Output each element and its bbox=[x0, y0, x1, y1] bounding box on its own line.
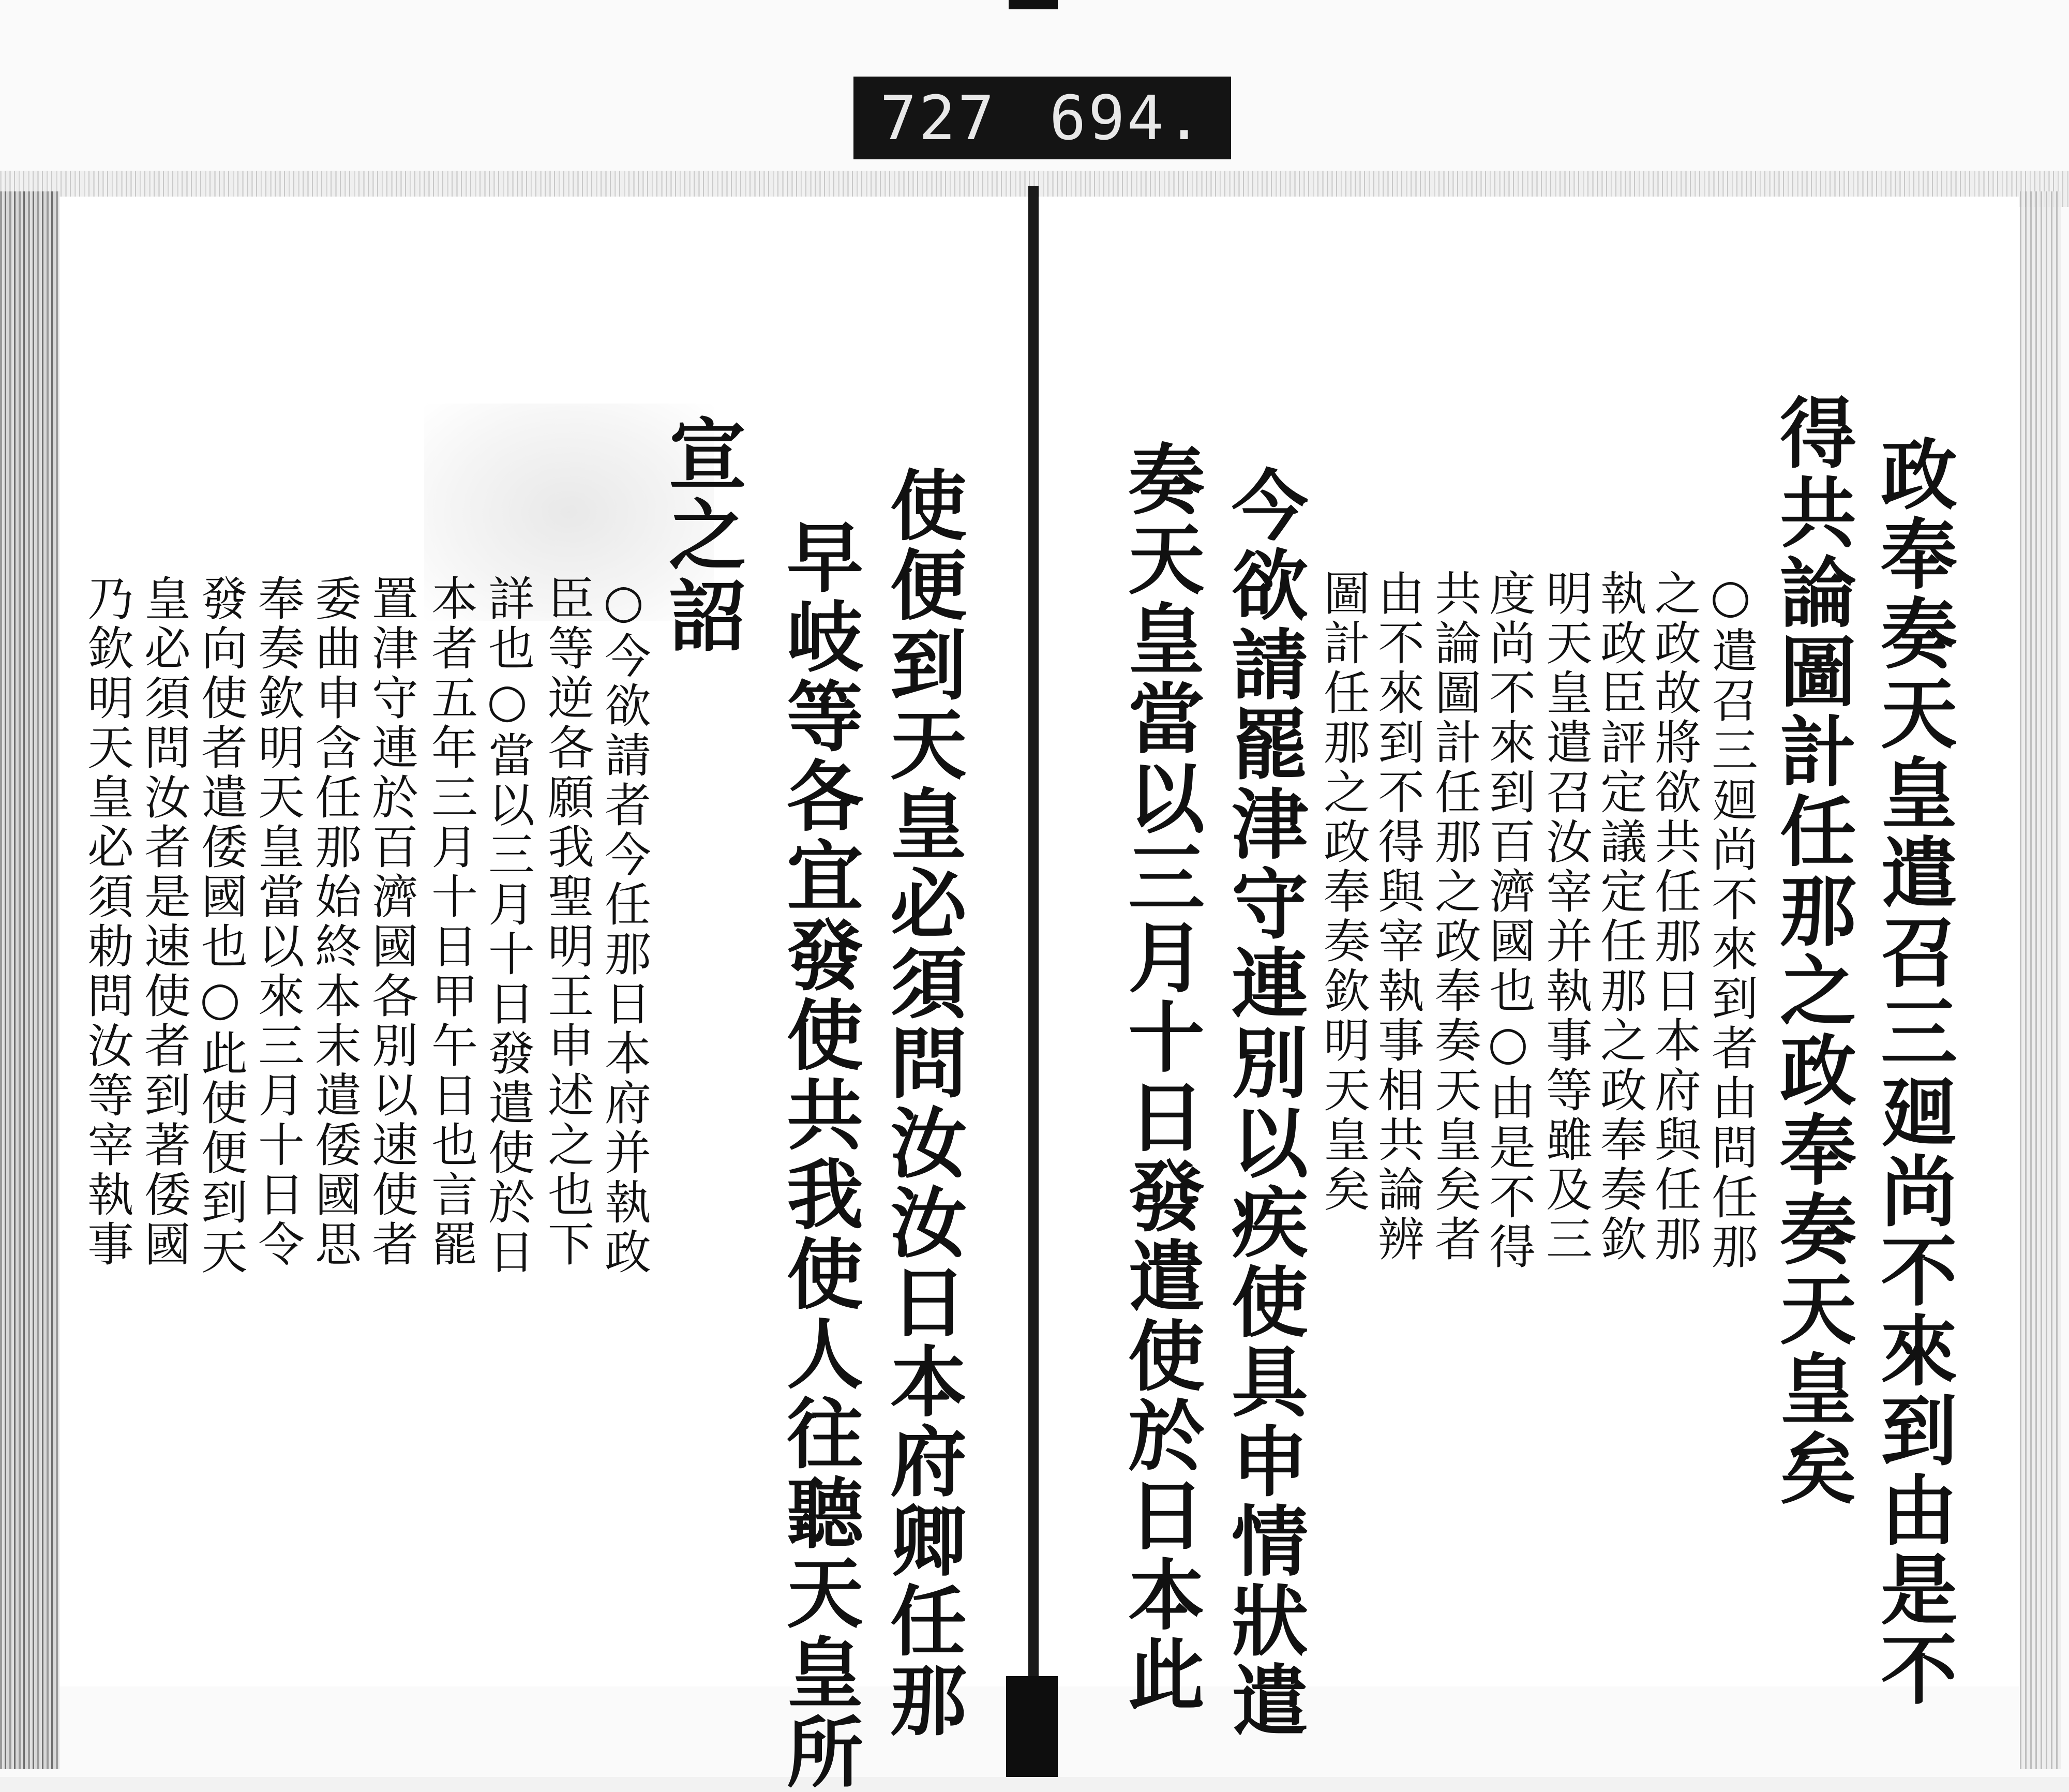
right-small-column-5: 度尚不來到百濟國也○由是不得 bbox=[1481, 569, 1535, 1272]
scan-label-left-number: 727 bbox=[880, 82, 997, 154]
right-small-column-8: 圖計任那之政奉奏欽明天皇矣 bbox=[1315, 569, 1370, 1215]
left-small-column-5: 置津守連於百濟國各別以速使者 bbox=[364, 574, 418, 1270]
spine-bottom-tab bbox=[1006, 1676, 1058, 1777]
right-large-column-4: 奏天皇當以三月十日發遣使於日本此 bbox=[1116, 440, 1206, 1714]
left-small-column-9: 皇必須問汝者是速使者到著倭國 bbox=[136, 574, 190, 1270]
right-small-column-4: 明天皇遣召汝宰并執事等雖及三 bbox=[1538, 569, 1592, 1264]
left-small-column-4: 本者五年三月十日甲午日也言罷 bbox=[423, 574, 477, 1270]
scan-label-plate bbox=[853, 77, 1231, 159]
right-large-column-2: 得共論圖計任那之政奉奏天皇矣 bbox=[1767, 393, 1857, 1509]
right-page-edge bbox=[2020, 191, 2061, 1769]
left-large-column-2: 早岐等各宜發使共我使人往聽天皇所 bbox=[774, 517, 864, 1792]
left-small-column-3: 詳也○當以三月十日發遣使於日 bbox=[480, 574, 534, 1277]
right-large-column-1: 政奉奏天皇遣召三廻尚不來到由是不 bbox=[1868, 435, 1958, 1709]
right-small-column-7: 由不來到不得與宰執事相共論辨 bbox=[1370, 569, 1424, 1264]
left-small-column-6: 委曲申含任那始終本末遣倭國思 bbox=[307, 574, 361, 1270]
left-small-column-7: 奉奏欽明天皇當以來三月十日令 bbox=[250, 574, 304, 1270]
left-small-column-2: 臣等逆各願我聖明王申述之也下 bbox=[539, 574, 594, 1270]
right-small-column-2: 之政故將欲共任那日本府與任那 bbox=[1646, 569, 1701, 1264]
book-spine bbox=[1028, 186, 1039, 1689]
top-tab bbox=[1009, 0, 1058, 9]
left-large-column-1: 使便到天皇必須問汝汝日本府卿任那 bbox=[878, 466, 968, 1740]
edict-title: 宣之詔 bbox=[655, 414, 746, 656]
scan-label-right-number: 694. bbox=[1049, 82, 1205, 154]
right-large-column-3: 今欲請罷津守連別以疾使具申情狀遣 bbox=[1219, 466, 1309, 1740]
right-small-column-1: ○遣召三廻尚不來到者由問任那 bbox=[1703, 569, 1758, 1272]
right-small-column-6: 共論圖計任那之政奉奏天皇矣者 bbox=[1427, 569, 1481, 1264]
left-small-column-10: 乃欽明天皇必須勅問汝等宰執事 bbox=[79, 574, 133, 1270]
left-page-edge bbox=[0, 191, 59, 1769]
right-small-column-3: 執政臣評定議定任那之政奉奏欽 bbox=[1592, 569, 1646, 1264]
left-small-column-1: ○今欲請者今任那日本府并執政 bbox=[596, 574, 651, 1277]
left-small-column-8: 發向使者遣倭國也○此使便到天 bbox=[193, 574, 247, 1277]
